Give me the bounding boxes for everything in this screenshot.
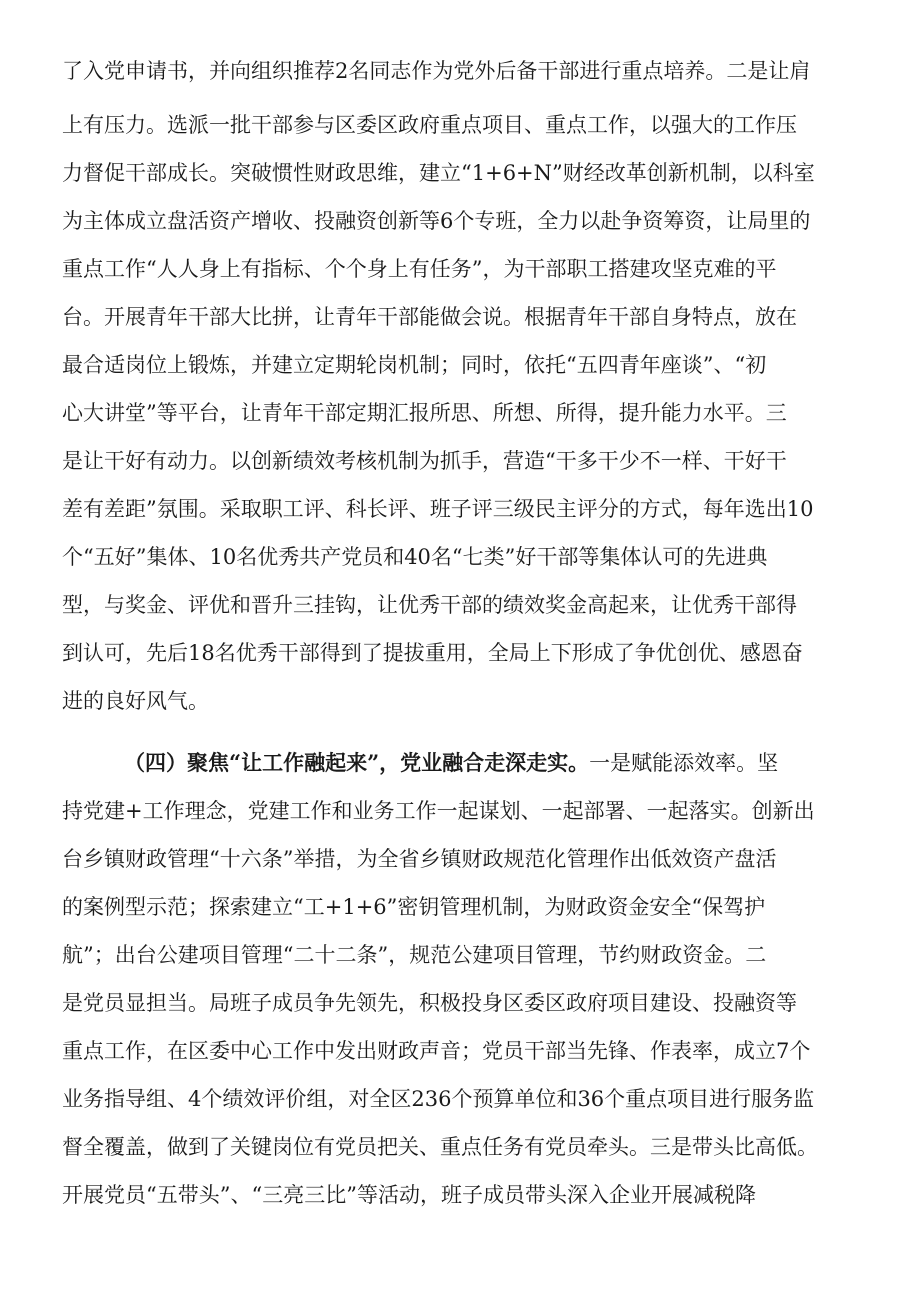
paragraph-line: 最合适岗位上锻炼，并建立定期轮岗机制；同时，依托“五四青年座谈”、“初: [62, 353, 767, 377]
paragraph-line: 重点工作“人人身上有指标、个个身上有任务”，为干部职工搭建攻坚克难的平: [62, 257, 777, 281]
paragraph-line: 业务指导组、4个绩效评价组，对全区236个预算单位和36个重点项目进行服务监: [62, 1087, 815, 1111]
paragraph-line: 到认可，先后18名优秀干部得到了提拔重用，全局上下形成了争优创优、感恩奋: [62, 641, 803, 665]
heading-continuation: 一是赋能添效率。坚: [589, 751, 779, 775]
paragraph-line: 持党建+工作理念，党建工作和业务工作一起谋划、一起部署、一起落实。创新出: [62, 799, 815, 823]
paragraph-line: 的案例型示范；探索建立“工+1+6”密钥管理机制，为财政资金安全“保驾护: [62, 895, 766, 919]
paragraph-line: 是让干好有动力。以创新绩效考核机制为抓手，营造“干多干少不一样、干好干: [62, 449, 787, 473]
paragraph-line: 心大讲堂”等平台，让青年干部定期汇报所思、所想、所得，提升能力水平。三: [62, 401, 787, 425]
paragraph-first-line: [124, 748, 778, 778]
section-heading: （四）聚焦“让工作融起来”，党业融合走深走实。: [124, 750, 590, 775]
paragraph-line: 力督促干部成长。突破惯性财政思维，建立“1+6+N”财经改革创新机制，以科室: [62, 161, 815, 185]
paragraph-line: 是党员显担当。局班子成员争先领先，积极投身区委区政府项目建设、投融资等: [62, 991, 797, 1015]
paragraph-line: 型，与奖金、评优和晋升三挂钩，让优秀干部的绩效奖金高起来，让优秀干部得: [62, 593, 797, 617]
paragraph-line: 了入党申请书，并向组织推荐2名同志作为党外后备干部进行重点培养。二是让肩: [62, 59, 811, 83]
paragraph-line: 开展党员“五带头”、“三亮三比”等活动，班子成员带头深入企业开展减税降: [62, 1183, 756, 1207]
paragraph-line: 上有压力。选派一批干部参与区委区政府重点项目、重点工作，以强大的工作压: [62, 113, 797, 137]
paragraph-line: 进的良好风气。: [62, 689, 209, 713]
paragraph-line: 台。开展青年干部大比拼，让青年干部能做会说。根据青年干部自身特点，放在: [62, 305, 797, 329]
paragraph-line: 差有差距”氛围。采取职工评、科长评、班子评三级民主评分的方式，每年选出10: [62, 497, 814, 521]
paragraph-line: 为主体成立盘活资产增收、投融资创新等6个专班，全力以赴争资筹资，让局里的: [62, 209, 811, 233]
paragraph-line: 重点工作，在区委中心工作中发出财政声音；党员干部当先锋、作表率，成立7个: [62, 1039, 811, 1063]
paragraph-line: 个“五好”集体、10名优秀共产党员和40名“七类”好干部等集体认可的先进典: [62, 545, 768, 569]
paragraph-line: 航”；出台公建项目管理“二十二条”，规范公建项目管理，节约财政资金。二: [62, 943, 767, 967]
paragraph-line: 督全覆盖，做到了关键岗位有党员把关、重点任务有党员牵头。三是带头比高低。: [62, 1135, 818, 1159]
paragraph-line: 台乡镇财政管理“十六条”举措，为全省乡镇财政规范化管理作出低效资产盘活: [62, 847, 777, 871]
